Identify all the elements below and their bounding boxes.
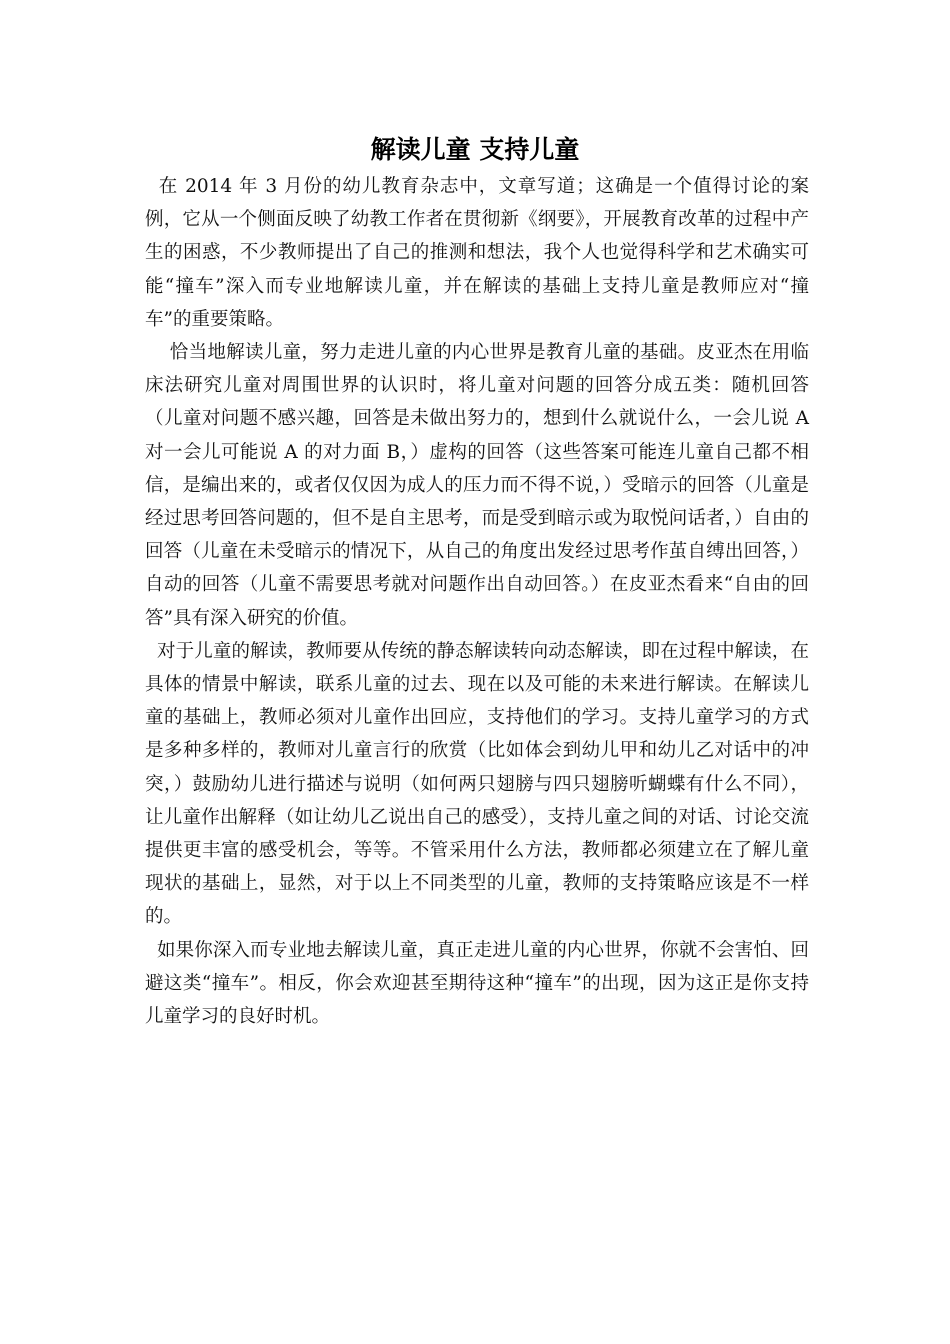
- paragraph-intro: 在 2014 年 3 月份的幼儿教育杂志中，文章写道；这确是一个值得讨论的案例，它从一个侧面反映了幼教工作者在贯彻新《纲要》，开展教育改革的过程中产生的困惑，不少教师提出了自己的推测和想法，我个人也觉得科学和艺术确实可能“撞车”深入而专业地解读儿童，并在解读的基础上支持儿童是教师应对“撞车”的重要策略。: [145, 176, 809, 330]
- document-body: [145, 170, 815, 1033]
- document-title: 解读儿童 支持儿童: [370, 135, 580, 164]
- paragraph-dynamic-reading: 对于儿童的解读，教师要从传统的静态解读转向动态解读，即在过程中解读，在具体的情景中解读，联系儿童的过去、现在以及可能的未来进行解读。在解读儿童的基础上，教师必须对儿童作出回应，支持他们的学习。支持儿童学习的方式是多种多样的，教师对儿童言行的欣赏（比如体会到幼儿甲和幼儿乙对话中的冲突，）鼓励幼儿进行描述与说明（如何两只翅膀与四只翅膀听蝴蝶有什么不同），让儿童作出解释（如让幼儿乙说出自己的感受），支持儿童之间的对话、讨论交流提供更丰富的感受机会，等等。不管采用什么方法，教师都必须建立在了解儿童现状的基础上，显然，对于以上不同类型的儿童，教师的支持策略应该是不一样的。: [145, 640, 809, 928]
- paragraph-piaget: 恰当地解读儿童，努力走进儿童的内心世界是教育儿童的基础。皮亚杰在用临床法研究儿童对周围世界的认识时，将儿童对问题的回答分成五类：随机回答（儿童对问题不感兴趣，回答是未做出努力的，想到什么就说什么，一会儿说 A 对一会儿可能说 A 的对力面 B，）虚构的回答（这些答案可能连儿童自己都不相信，是编出来的，或者仅仅因为成人的压力而不得不说，）受暗示的回答（儿童是经过思考回答问题的，但不是自主思考，而是受到暗示或为取悦问话者，）自由的回答（儿童在未受暗示的情况下，从自己的角度出发经过思考作茧自缚出回答，）自动的回答（儿童不需要思考就对问题作出自动回答。）在皮亚杰看来“自由的回答”具有深入研究的价值。: [145, 342, 815, 629]
- paragraph-conclusion: 如果你深入而专业地去解读儿童，真正走进儿童的内心世界，你就不会害怕、回避这类“撞车”。相反，你会欢迎甚至期待这种“撞车”的出现，因为这正是你支持儿童学习的良好时机。: [145, 939, 809, 1028]
